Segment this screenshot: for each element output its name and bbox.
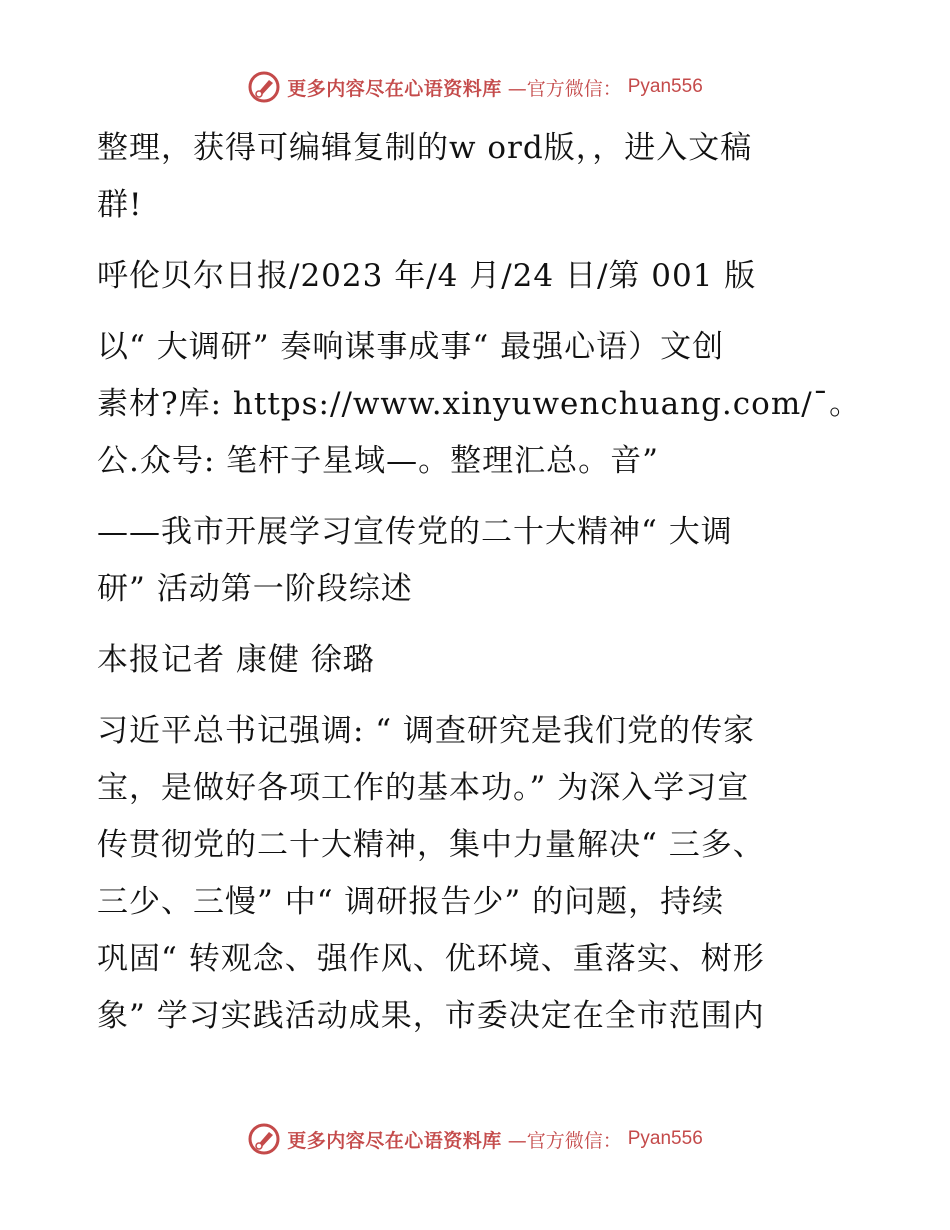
paragraph-byline <box>97 632 857 689</box>
banner-separator: —官方微信： <box>507 77 622 100</box>
text-line: 素材?库: https://www.xinyuwenchuang.com/¯。 <box>97 386 862 422</box>
paragraph-source <box>97 248 857 305</box>
text-line: 本报记者 康健 徐璐 <box>97 642 375 678</box>
pen-logo-icon <box>247 1122 281 1156</box>
text-line: 以“ 大调研” 奏响谋事成事“ 最强心语）文创 <box>97 329 725 365</box>
pen-logo-icon <box>247 70 281 104</box>
banner-text: 更多内容尽在心语资料库 <box>287 77 502 100</box>
text-line: 习近平总书记强调: “ 调查研究是我们党的传家 <box>97 713 755 749</box>
paragraph-subtitle <box>97 504 857 618</box>
text-line: 巩固“ 转观念、强作风、优环境、重落实、树形 <box>97 941 765 977</box>
document-body <box>97 120 862 1059</box>
banner-wechat-id: Pyan556 <box>627 1128 703 1149</box>
text-line: ——我市开展学习宣传党的二十大精神“ 大调 <box>97 514 733 550</box>
footer-watermark-banner <box>0 1122 950 1156</box>
text-line: 传贯彻党的二十大精神，集中力量解决“ 三多、 <box>97 827 765 863</box>
header-watermark-banner <box>0 70 950 104</box>
banner-separator: —官方微信： <box>507 1129 622 1152</box>
banner-text: 更多内容尽在心语资料库 <box>287 1129 502 1152</box>
text-line: 呼伦贝尔日报/2023 年/4 月/24 日/第 001 版 <box>97 258 757 294</box>
text-line: 研” 活动第一阶段综述 <box>97 571 413 607</box>
banner-wechat-id: Pyan556 <box>627 76 703 97</box>
text-line: 公.众号: 笔杆子星域—。整理汇总。音” <box>97 443 659 479</box>
paragraph-body <box>97 703 857 1045</box>
text-line: 三少、三慢” 中“ 调研报告少” 的问题，持续 <box>97 884 725 920</box>
text-line: 宝，是做好各项工作的基本功。” 为深入学习宣 <box>97 770 750 806</box>
text-line: 整理，获得可编辑复制的w ord版，，进入文稿 <box>97 130 753 166</box>
text-line: 群! <box>97 187 143 223</box>
paragraph-title <box>97 319 862 490</box>
text-line: 象” 学习实践活动成果，市委决定在全市范围内 <box>97 998 765 1034</box>
paragraph-intro <box>97 120 857 234</box>
